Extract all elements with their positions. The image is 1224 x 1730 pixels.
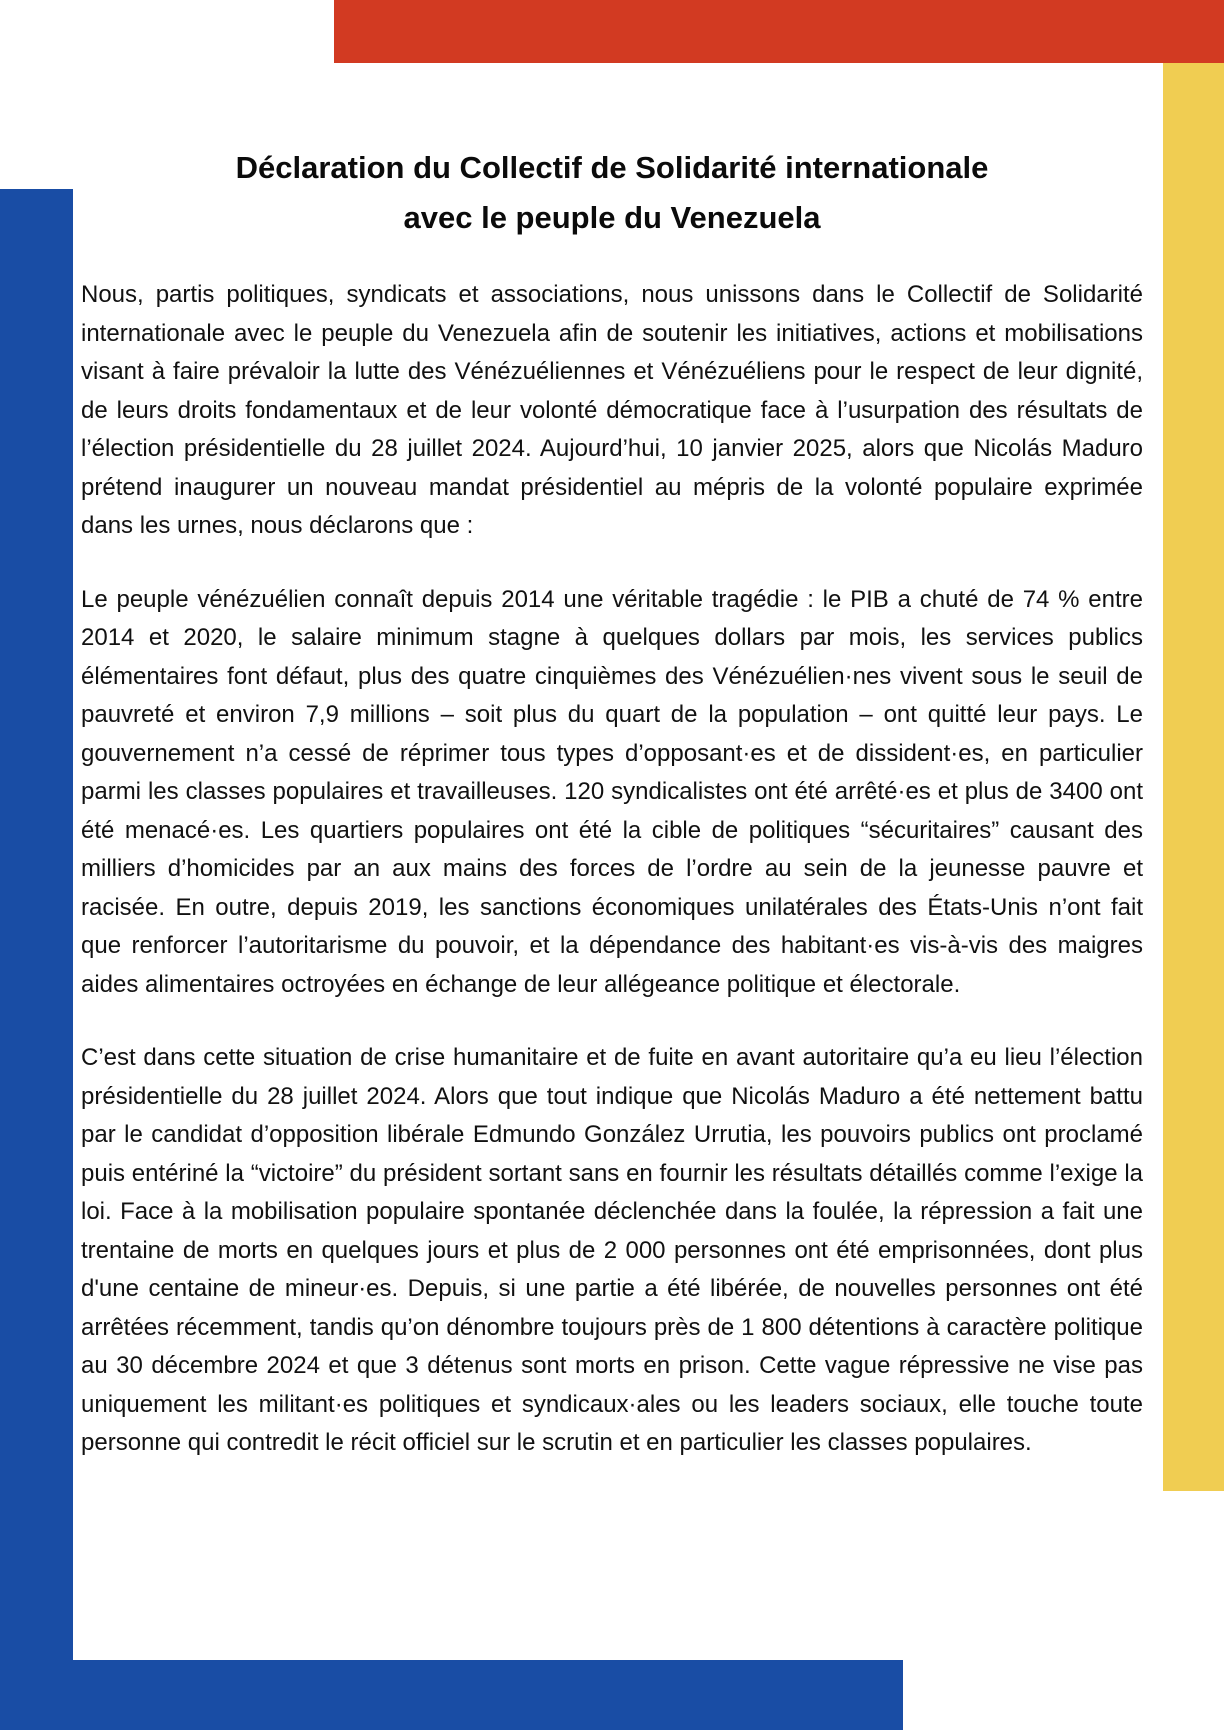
top-red-bar xyxy=(334,0,1224,63)
paragraph-election-repression: C’est dans cette situation de crise humanitaire et de fuite en avant autoritaire qu’a eu lieu l’élection présidentielle du 28 juillet 2024. Alors que tout indique que Nicolás Maduro a été nettement battu par le candidat d’opposition libérale Edmundo González Urrutia, les pouvoirs publics ont proclamé puis entériné la “victoire” du président sortant sans en fournir les résultats détaillés comme l’exige la loi. Face à la mobilisation populaire spontanée déclenchée dans la foulée, la répression a fait une trentaine de morts en quelques jours et plus de 2 000 personnes ont été emprisonnées, dont plus d'une centaine de mineur·es. Depuis, si une partie a été libérée, de nouvelles personnes ont été arrêtées récemment, tandis qu’on dénombre toujours près de 1 800 détentions à caractère politique au 30 décembre 2024 et que 3 détenus sont morts en prison. Cette vague répressive ne vise pas uniquement les militant·es politiques et syndicaux·ales ou les leaders sociaux, elle touche toute personne qui contredit le récit officiel sur le scrutin et en particulier les classes populaires. xyxy=(81,1044,1143,1456)
paragraph-economic-crisis: Le peuple vénézuélien connaît depuis 2014 une véritable tragédie : le PIB a chuté de 74 % entre 2014 et 2020, le salaire minimum stagne à quelques dollars par mois, les services publics élémentaires font défaut, plus des quatre cinquièmes des Vénézuélien·nes vivent sous le seuil de pauvreté et environ 7,9 millions – soit plus du quart de la population – ont quitté leur pays. Le gouvernement n’a cessé de réprimer tous types d’opposant·es et de dissident·es, en particulier parmi les classes populaires et travailleuses. 120 syndicalistes ont été arrêté·es et plus de 3400 ont été menacé·es. Les quartiers populaires ont été la cible de politiques “sécuritaires” causant des milliers d’homicides par an aux mains des forces de l’ordre au sein de la jeunesse pauvre et racisée. En outre, depuis 2019, les sanctions économiques unilatérales des États-Unis n’ont fait que renforcer l’autoritarisme du pouvoir, et la dépendance des habitant·es vis-à-vis des maigres aides alimentaires octroyées en échange de leur allégeance politique et électorale. xyxy=(81,585,1143,998)
document-title xyxy=(81,143,1143,243)
document-body xyxy=(81,276,1143,1463)
document-title-line-2: avec le peuple du Venezuela xyxy=(403,200,821,235)
bottom-blue-bar xyxy=(0,1660,903,1730)
left-blue-bar xyxy=(0,189,73,1730)
paragraph-introduction: Nous, partis politiques, syndicats et associations, nous unissons dans le Collectif de Solidarité internationale avec le peuple du Venezuela afin de soutenir les initiatives, actions et mobilisations visant à faire prévaloir la lutte des Vénézuéliennes et Vénézuéliens pour le respect de leur dignité, de leurs droits fondamentaux et de leur volonté démocratique face à l’usurpation des résultats de l’élection présidentielle du 28 juillet 2024. Aujourd’hui, 10 janvier 2025, alors que Nicolás Maduro prétend inaugurer un nouveau mandat présidentiel au mépris de la volonté populaire exprimée dans les urnes, nous déclarons que : xyxy=(81,281,1143,539)
document-title-line-1: Déclaration du Collectif de Solidarité internationale xyxy=(235,150,989,185)
right-yellow-bar xyxy=(1163,63,1224,1491)
